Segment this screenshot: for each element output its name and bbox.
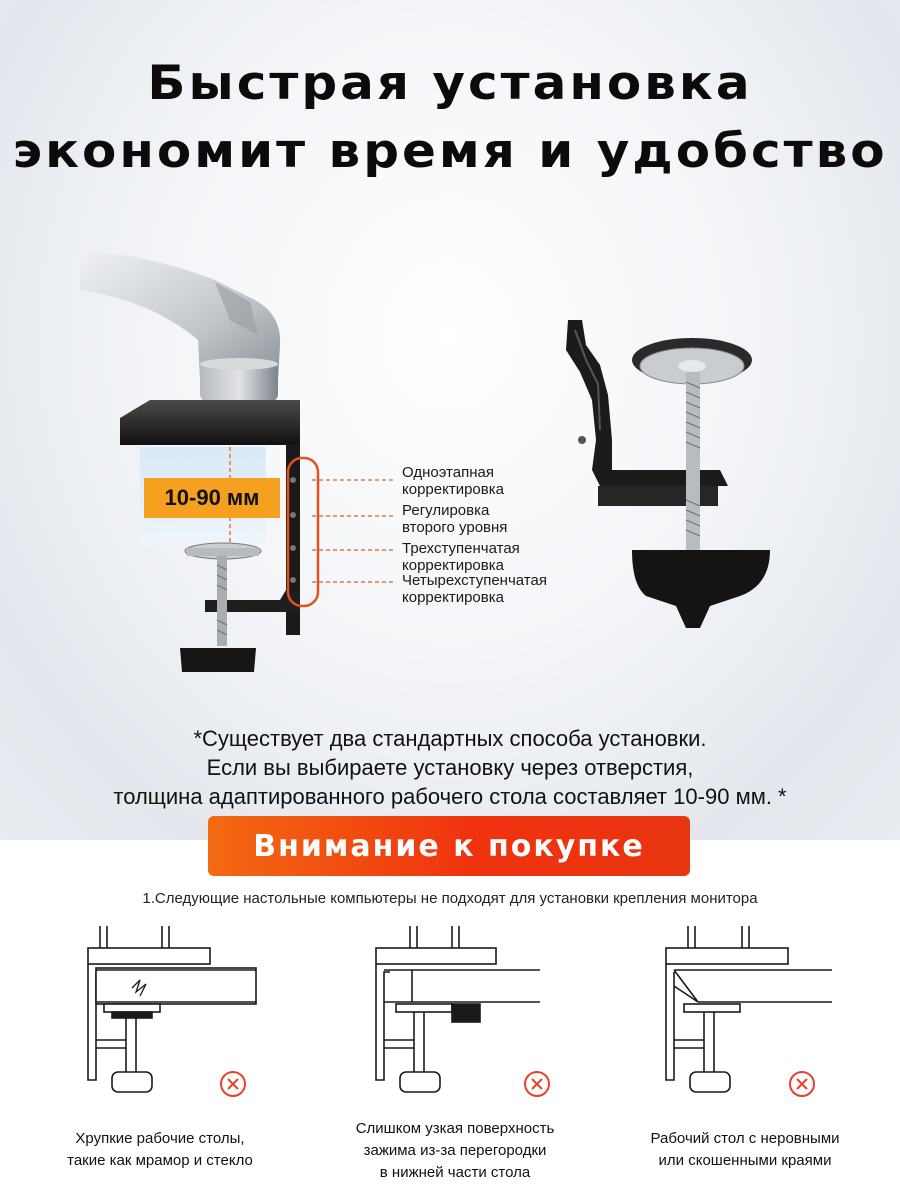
case-2-caption-line2: зажима из-за перегородки — [363, 1142, 547, 1159]
callout-step-3-line2: корректировка — [402, 557, 504, 574]
case-3-caption — [610, 1128, 880, 1172]
note-line-1: *Существует два стандартных способа установки. — [193, 726, 707, 751]
thickness-label: 10-90 мм — [164, 485, 260, 510]
case-2-caption-line1: Слишком узкая поверхность — [355, 1120, 555, 1137]
case-1-caption-line2: такие как мрамор и стекло — [67, 1152, 253, 1169]
callout-step-2-line2: второго уровня — [402, 519, 508, 536]
attention-banner: Внимание к покупке — [208, 816, 690, 876]
case-2-caption-line3: в нижней части стола — [379, 1164, 531, 1181]
callout-step-4-line1: Четырехступенчатая — [402, 572, 547, 589]
callout-step-2-line1: Регулировка — [402, 502, 490, 519]
note-line-2: Если вы выбираете установку через отверстия, — [206, 755, 694, 780]
callout-step-3-line1: Трехступенчатая — [402, 540, 520, 557]
headline-line-2: экономит время и удобство — [12, 123, 888, 179]
case-1-caption — [30, 1128, 290, 1172]
callout-step-1-line2: корректировка — [402, 481, 504, 498]
warning-intro: 1.Следующие настольные компьютеры не подходят для установки крепления монитора — [142, 890, 758, 907]
callout-step-1-line1: Одноэтапная — [402, 464, 494, 481]
case-2-caption — [320, 1118, 590, 1184]
callout-step-4-line2: корректировка — [402, 589, 504, 606]
headline-line-1: Быстрая установка — [147, 55, 753, 111]
case-3-caption-line2: или скошенными краями — [658, 1152, 832, 1169]
case-3-caption-line1: Рабочий стол с неровными — [650, 1130, 840, 1147]
note-line-3: толщина адаптированного рабочего стола составляет 10-90 мм. * — [113, 784, 787, 809]
case-1-caption-line1: Хрупкие рабочие столы, — [75, 1130, 245, 1147]
